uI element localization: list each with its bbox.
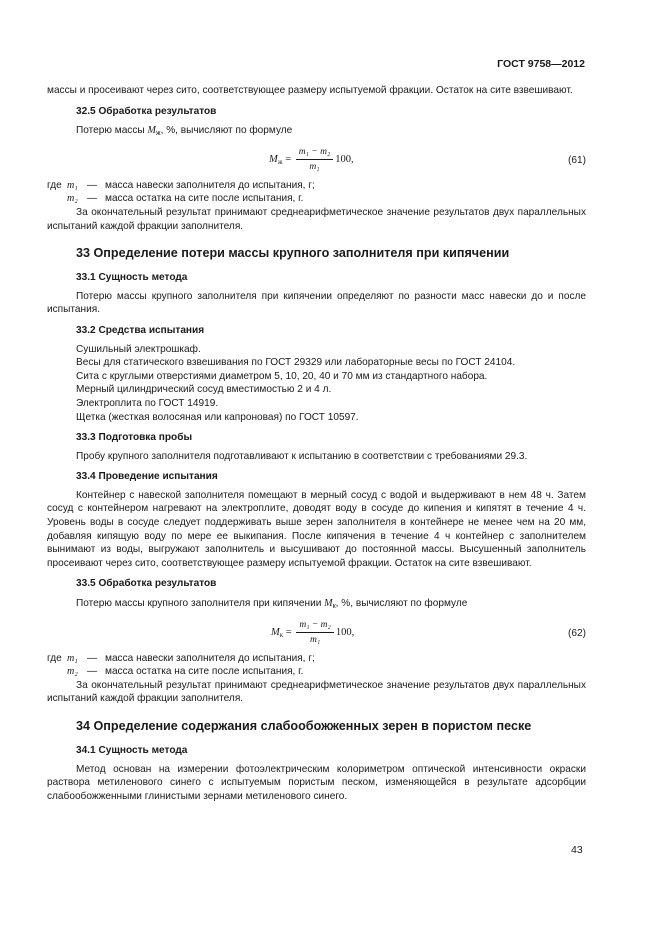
- formula-61: [47, 141, 586, 179]
- equipment-item: Сита с круглыми отверстиями диаметром 5, 10, 20, 40 и 70 мм из стандартного набора.: [76, 370, 488, 382]
- page-number: 43: [571, 844, 583, 856]
- equipment-item: Щетка (жесткая волосяная или капроновая) по ГОСТ 10597.: [76, 411, 359, 423]
- heading-33-3: 33.3 Подготовка пробы: [76, 432, 193, 444]
- formula-62-fraction: $\frac{\text{m₁ − m₂}}{\text{m₁}}$: [296, 619, 334, 646]
- where-61-row-2: m₂ — масса остатка на сите после испытания, г.: [67, 193, 304, 205]
- text-33-4: Контейнер с навеской заполнителя помещают в мерный сосуд с водой и выдерживают в нем 48 ч. Затем сосуд с контейнером нагревают на электроплите, доводят воду в сосуде до кипения и кипятят в течение 4 ч. Уровень воды в сосуде следует поддерживать выше зерен заполнителя в контейнере не менее чем на 20 мм, добавляя кипящую воду по мере ее выкипания. После кипячения в течение 4 ч контейнер с заполнителем вынимают из воды, выгружают заполнитель и высушивают до постоянной массы. Высушенный заполнитель просеивают через сито, соответствующее размеру испытуемой фракции. Остаток на сите взвешивают.: [47, 489, 586, 569]
- heading-34: 34 Определение содержания слабообожженных зерен в пористом песке: [76, 719, 532, 733]
- where-62-row-2: m₂ — масса остатка на сите после испытания, г.: [67, 666, 304, 678]
- page-body: [47, 84, 586, 803]
- formula-62-expression: Mк = $\frac{\text{m₁ − m₂}}{\text{m₁}}$ 100,: [271, 619, 355, 645]
- heading-33-5: 33.5 Обработка результатов: [76, 578, 217, 590]
- equipment-list: [47, 343, 586, 425]
- formula-62-number: (62): [568, 627, 586, 639]
- heading-34-1: 34.1 Сущность метода: [76, 745, 188, 756]
- heading-33: 33 Определение потери массы крупного заполнителя при кипячении: [76, 246, 510, 261]
- intro-paragraph: массы и просеивают через сито, соответствующее размеру испытуемой фракции. Остаток на сите взвешивают.: [47, 85, 573, 96]
- text-33-3: Пробу крупного заполнителя подготавливают к испытанию в соответствии с требованиями 29.3.: [76, 450, 528, 462]
- formula-lead-62: Потерю массы крупного заполнителя при кипячении Mк, %, вычисляют по формуле: [76, 598, 468, 611]
- final-32-5: За окончательный результат принимают среднеарифметическое значение результатов двух параллельных испытаний каждой фракции заполнителя.: [47, 206, 586, 232]
- formula-61-fraction: $\frac{\text{m₁ − m₂}}{\text{m₁}}$: [296, 146, 334, 173]
- equipment-item: Весы для статического взвешивания по ГОСТ 29329 или лабораторные весы по ГОСТ 24104.: [76, 357, 516, 369]
- formula-62: [47, 614, 586, 652]
- final-33-5: За окончательный результат принимают среднеарифметическое значение результатов двух параллельных испытаний каждой фракции заполнителя.: [47, 679, 586, 705]
- heading-32-5: 32.5 Обработка результатов: [76, 105, 217, 117]
- text-34-1: Метод основан на измерении фотоэлектрическим колориметром оптической интенсивности окраски раствора метиленового синего с испытуемым пористым песком, изменяющейся в результате адсорбции слабообожженными глинистыми зернами метиленового синего.: [47, 763, 586, 802]
- heading-33-2: 33.2 Средства испытания: [76, 324, 205, 336]
- document-code: ГОСТ 9758—2012: [497, 58, 585, 70]
- formula-lead-61: Потерю массы Mж, %, вычисляют по формуле: [76, 125, 293, 138]
- text-33-1: Потерю массы крупного заполнителя при кипячении определяют по разности масс навески до и после испытания.: [47, 290, 586, 316]
- equipment-item: Сушильный электрошкаф.: [76, 343, 201, 355]
- formula-61-expression: Mж = $\frac{\text{m₁ − m₂}}{\text{m₁}}$ 100,: [269, 146, 354, 172]
- heading-33-1: 33.1 Сущность метода: [76, 272, 188, 284]
- equipment-item: Электроплита по ГОСТ 14919.: [76, 397, 219, 409]
- where-61-row-1: где m₁ — масса навески заполнителя до испытания, г;: [47, 179, 315, 191]
- equipment-item: Мерный цилиндрический сосуд вместимостью 2 и 4 л.: [76, 384, 332, 396]
- where-62-row-1: где m₁ — масса навески заполнителя до испытания, г;: [47, 652, 315, 664]
- heading-33-4: 33.4 Проведение испытания: [76, 471, 218, 483]
- formula-61-number: (61): [568, 154, 586, 166]
